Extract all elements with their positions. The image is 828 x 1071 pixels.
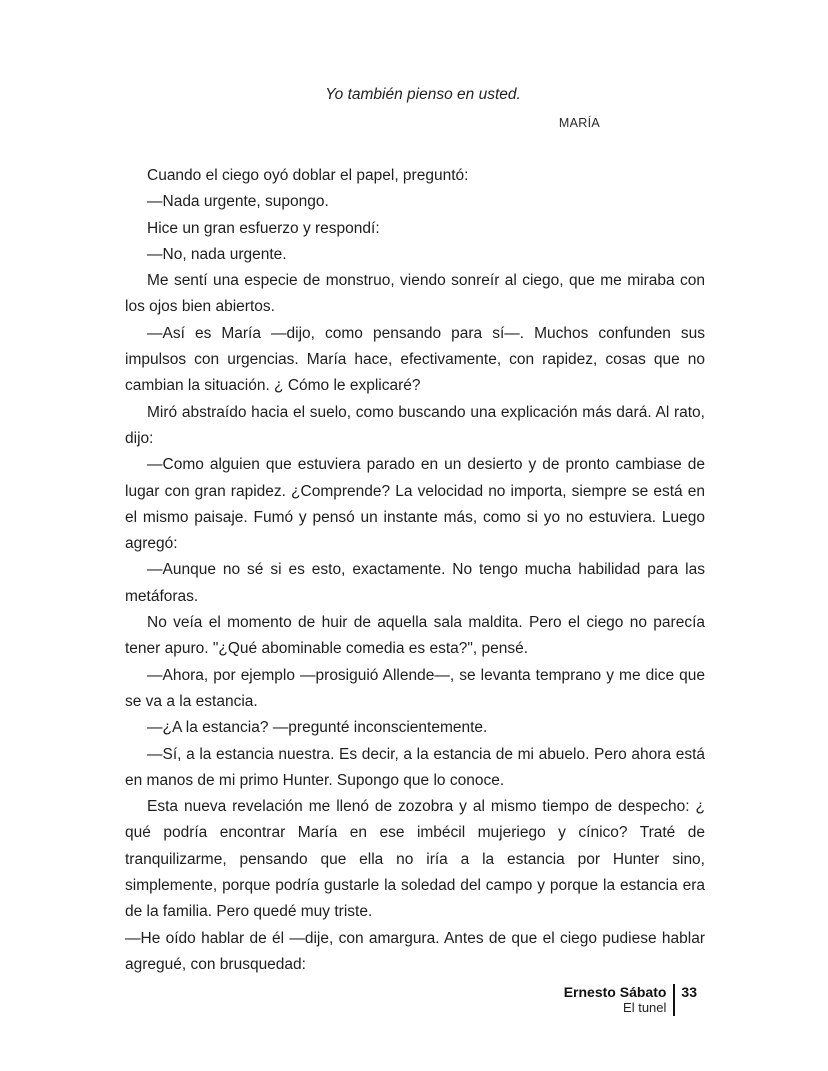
paragraph: —Así es María —dijo, como pensando para sí—. Muchos confunden sus impulsos con urgencias. María hace, efectivamente, con rapidez, cosas que no cambian la situación. ¿ Cómo le explicaré? (125, 324, 705, 395)
paragraph: —Como alguien que estuviera parado en un desierto y de pronto cambiase de lugar con gran rapidez. ¿Comprende? La velocidad no importa, siempre se está en el mismo paisaje. Fumó y pensó un instante más, como si yo no estuviera. Luego agregó: (125, 456, 705, 553)
paragraph: Hice un gran esfuerzo y respondí: (147, 219, 380, 237)
paragraph: —Sí, a la estancia nuestra. Es decir, a la estancia de mi abuelo. Pero ahora está en manos de mi primo Hunter. Supongo que lo conoce. (125, 745, 705, 789)
paragraph: Cuando el ciego oyó doblar el papel, preguntó: (147, 167, 469, 184)
footer-author: Ernesto Sábato (563, 984, 667, 1000)
paragraph: Esta nueva revelación me llenó de zozobra y al mismo tiempo de despecho: ¿ qué podría encontrar María en ese imbécil mujeriego y cínico? Traté de tranquilizarme, pensando que ella no iría a la estancia por Hunter sino, simplemente, porque podría gustarle la soledad del campo y porque la estancia era de la familia. Pero quedé muy triste. (125, 798, 705, 921)
epigraph-quote: Yo también pienso en usted. (325, 86, 521, 103)
paragraph: —No, nada urgente. (147, 245, 287, 263)
body-text (125, 163, 705, 978)
paragraph: —¿A la estancia? —pregunté inconscientemente. (147, 719, 488, 737)
paragraph: —He oído hablar de él —dije, con amargura. Antes de que el ciego pudiese hablar agregué, con brusquedad: (125, 929, 705, 973)
footer-book-title: El tunel (623, 1000, 667, 1015)
paragraph: Miró abstraído hacia el suelo, como buscando una explicación más dará. Al rato, dijo: (125, 403, 705, 447)
paragraph: —Ahora, por ejemplo —prosiguió Allende—, se levanta temprano y me dice que se va a la estancia. (125, 666, 705, 710)
footer-page-number: 33 (681, 984, 697, 1000)
paragraph: —Nada urgente, supongo. (147, 193, 329, 211)
paragraph: —Aunque no sé si es esto, exactamente. No tengo mucha habilidad para las metáforas. (125, 561, 705, 605)
paragraph: No veía el momento de huir de aquella sala maldita. Pero el ciego no parecía tener apuro. "¿Qué abominable comedia es esta?", pensé. (125, 614, 705, 658)
footer-left (564, 984, 674, 1016)
epigraph-attribution: MARÍA (558, 116, 600, 130)
paragraph: Me sentí una especie de monstruo, viendo sonreír al ciego, que me miraba con los ojos bien abiertos. (125, 272, 705, 316)
page-footer (564, 984, 697, 1016)
